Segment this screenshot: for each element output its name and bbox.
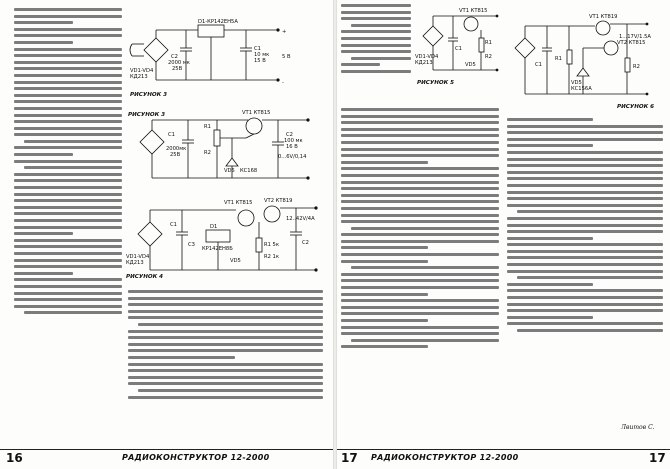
text-line	[341, 319, 428, 322]
text-line	[341, 207, 499, 210]
text-line	[341, 161, 428, 164]
text-line	[14, 219, 122, 222]
text-line	[14, 278, 122, 281]
text-line	[517, 276, 663, 279]
text-line	[24, 166, 122, 169]
page-number-outer: 17	[649, 451, 666, 465]
fig5-label: КД213	[415, 60, 433, 66]
text-line	[517, 329, 663, 332]
fig-label: КС168	[240, 168, 258, 174]
fig5-label: R2	[485, 54, 492, 60]
text-line	[128, 369, 323, 372]
text-line	[341, 148, 499, 151]
text-line	[341, 279, 499, 282]
text-line	[507, 309, 663, 312]
text-line	[14, 245, 122, 248]
text-line	[341, 154, 499, 157]
text-line	[128, 297, 323, 300]
text-line	[507, 322, 663, 325]
text-line	[14, 8, 122, 11]
text-line	[14, 173, 122, 176]
text-line	[341, 30, 411, 33]
fig-label: 100 мк	[284, 138, 303, 144]
text-line	[507, 283, 593, 286]
text-line	[507, 237, 593, 240]
text-line	[507, 250, 663, 253]
text-line	[341, 293, 428, 296]
text-line	[507, 177, 663, 180]
fig5-caption: РИСУНОК 5	[417, 80, 455, 86]
fig4-label: КД213	[126, 260, 144, 266]
text-line	[341, 174, 499, 177]
text-line	[341, 332, 499, 335]
fig6-label: C1	[535, 62, 542, 68]
fig3-label: 2000 мк	[168, 60, 190, 66]
fig6-label: R2	[633, 64, 640, 70]
text-line	[341, 200, 499, 203]
text-line	[341, 220, 499, 223]
text-line	[507, 270, 663, 273]
fig3-label: +	[282, 29, 287, 35]
magazine-title: РАДИОКОНСТРУКТОР 12-2000	[122, 453, 270, 462]
text-line	[507, 191, 663, 194]
text-line	[341, 273, 499, 276]
fig3-label: -	[282, 80, 284, 86]
text-line	[128, 356, 235, 359]
text-line	[14, 41, 73, 44]
text-line	[14, 133, 122, 136]
fig-label: R1	[204, 124, 211, 130]
text-line	[14, 120, 122, 123]
text-line	[14, 48, 122, 51]
text-line	[507, 217, 663, 220]
text-line	[507, 197, 663, 200]
text-line	[341, 253, 499, 256]
text-line	[128, 316, 323, 319]
text-line	[341, 246, 428, 249]
text-line	[128, 376, 323, 379]
figure-regulator-schematic	[128, 110, 318, 190]
text-line	[507, 303, 663, 306]
fig6-label: 1...17V/1.5А	[619, 34, 651, 40]
text-line	[507, 204, 663, 207]
text-line	[14, 199, 122, 202]
text-line	[507, 184, 663, 187]
fig5-label: VD1-VD4	[415, 54, 439, 60]
text-line	[128, 330, 323, 333]
text-line	[14, 206, 122, 209]
fig-label: 25В	[170, 152, 181, 158]
text-line	[341, 50, 411, 53]
text-line	[341, 260, 428, 263]
text-line	[128, 343, 323, 346]
fig5-label: VD5	[465, 62, 476, 68]
text-line	[341, 312, 499, 315]
fig3-label: 5 В	[282, 54, 291, 60]
figure-4-schematic	[126, 200, 326, 280]
text-line	[14, 94, 122, 97]
text-line	[14, 160, 122, 163]
text-line	[507, 144, 593, 147]
fig4-label: VT1 КТ815	[224, 200, 253, 206]
text-line	[341, 128, 499, 131]
text-line	[128, 382, 323, 385]
text-line	[14, 153, 73, 156]
text-line	[14, 232, 73, 235]
fig-label: C2	[286, 132, 293, 138]
text-line	[351, 227, 499, 230]
text-line	[341, 134, 499, 137]
text-line	[14, 28, 122, 31]
text-line	[14, 87, 122, 90]
text-line	[507, 125, 663, 128]
left-page-column-2	[128, 290, 323, 443]
text-line	[507, 230, 663, 233]
text-line	[341, 121, 499, 124]
text-line	[341, 11, 411, 14]
fig3-caption: РИСУНОК 3	[130, 92, 168, 98]
fig4-label: 12..42V/4А	[286, 216, 315, 222]
text-line	[14, 285, 122, 288]
fig-label: 0...6V/0,14	[278, 154, 307, 160]
text-line	[24, 311, 122, 314]
text-line	[138, 323, 323, 326]
fig6-label: КС156А	[571, 86, 592, 92]
text-line	[341, 233, 499, 236]
text-line	[341, 63, 380, 66]
fig4-caption: РИСУНОК 4	[126, 274, 164, 280]
fig-label: 2000мк	[166, 146, 187, 152]
text-line	[14, 305, 122, 308]
text-line	[14, 21, 73, 24]
text-line	[14, 272, 73, 275]
left-page-column-1	[14, 8, 122, 443]
text-line	[14, 107, 122, 110]
text-line	[507, 158, 663, 161]
fig4-label: R2 1к	[264, 254, 279, 260]
fig3-label: C2	[171, 54, 178, 60]
fig5-label: VT1 КТ815	[459, 8, 488, 14]
page-number: 17	[341, 451, 358, 465]
text-line	[341, 44, 411, 47]
text-line	[14, 179, 122, 182]
fig3-label: D1-КР142ЕН5А	[198, 19, 238, 25]
right-page-column-1-top	[341, 4, 411, 104]
text-line	[14, 193, 122, 196]
text-line	[128, 396, 323, 399]
magazine-title: РАДИОКОНСТРУКТОР 12-2000	[371, 453, 519, 462]
text-line	[341, 240, 499, 243]
text-line	[14, 186, 122, 189]
text-line	[507, 171, 663, 174]
text-line	[128, 363, 323, 366]
text-line	[128, 310, 323, 313]
text-line	[14, 265, 122, 268]
text-line	[507, 131, 663, 134]
text-line	[351, 57, 411, 60]
text-line	[341, 187, 499, 190]
text-line	[507, 138, 663, 141]
figure-6-schematic	[507, 14, 662, 112]
text-line	[14, 100, 122, 103]
fig6-label: VT1 КТ819	[589, 14, 618, 20]
text-line	[341, 4, 411, 7]
text-line	[14, 146, 122, 149]
text-line	[507, 296, 663, 299]
right-page-column-2	[507, 118, 663, 416]
fig6-caption: РИСУНОК 6	[617, 104, 655, 110]
fig-caption: РИСУНОК 3	[128, 112, 166, 118]
text-line	[517, 210, 663, 213]
text-line	[341, 37, 411, 40]
right-page-footer	[337, 449, 670, 466]
text-line	[341, 141, 499, 144]
text-line	[128, 290, 323, 293]
fig5-label: R1	[485, 40, 492, 46]
text-line	[341, 214, 499, 217]
fig5-label: C1	[455, 46, 462, 52]
text-line	[341, 326, 499, 329]
text-line	[14, 61, 122, 64]
figure-5-schematic	[415, 8, 503, 88]
text-line	[14, 239, 122, 242]
fig4-label: C2	[302, 240, 309, 246]
text-line	[14, 212, 122, 215]
page-number: 16	[6, 451, 23, 465]
text-line	[507, 118, 593, 121]
fig6-label: R1	[555, 56, 562, 62]
text-line	[507, 151, 663, 154]
text-line	[507, 316, 593, 319]
right-page-column-1	[341, 108, 499, 443]
fig6-label: VD5	[571, 80, 582, 86]
text-line	[14, 54, 122, 57]
text-line	[14, 114, 122, 117]
text-line	[14, 67, 122, 70]
text-line	[14, 226, 122, 229]
fig-label: R2	[204, 150, 211, 156]
left-page	[0, 0, 333, 469]
text-line	[341, 345, 428, 348]
fig-label: VT1 КТ815	[242, 110, 271, 116]
text-line	[24, 140, 122, 143]
text-line	[341, 115, 499, 118]
fig4-label: VD1-VD4	[126, 254, 150, 260]
text-line	[341, 108, 499, 111]
text-line	[507, 263, 663, 266]
fig-label: VD5	[224, 168, 235, 174]
fig3-label: КД213	[130, 74, 148, 80]
fig4-label: VD5	[230, 258, 241, 264]
fig3-label: 10 мк	[254, 52, 270, 58]
text-line	[351, 24, 411, 27]
fig4-label: D1	[210, 224, 218, 230]
text-line	[128, 336, 323, 339]
right-page	[337, 0, 670, 469]
fig3-label: 15 В	[254, 58, 266, 64]
text-line	[14, 292, 122, 295]
fig4-label: VT2 КТ819	[264, 198, 293, 204]
text-line	[341, 17, 411, 20]
text-line	[507, 289, 663, 292]
fig4-label: R1 5к	[264, 242, 279, 248]
text-line	[341, 70, 411, 73]
left-page-footer	[0, 449, 333, 466]
fig6-label: VT2 КТ815	[617, 40, 646, 46]
text-line	[351, 266, 499, 269]
text-line	[507, 256, 663, 259]
fig-label: C1	[168, 132, 175, 138]
text-line	[341, 167, 499, 170]
text-line	[14, 298, 122, 301]
text-line	[138, 389, 323, 392]
fig-label: 16 В	[286, 144, 298, 150]
text-line	[14, 259, 122, 262]
text-line	[14, 74, 122, 77]
text-line	[341, 286, 499, 289]
author-signature: Лвитов С.	[621, 424, 655, 431]
fig4-label: КР142ЕН8Б	[202, 246, 233, 252]
text-line	[14, 127, 122, 130]
fig4-label: C1	[170, 222, 177, 228]
text-line	[507, 243, 663, 246]
text-line	[341, 306, 499, 309]
text-line	[128, 349, 323, 352]
text-line	[351, 339, 499, 342]
text-line	[507, 224, 663, 227]
text-line	[14, 34, 122, 37]
text-line	[341, 181, 499, 184]
text-line	[341, 299, 499, 302]
text-line	[14, 252, 122, 255]
text-line	[14, 15, 122, 18]
text-line	[507, 164, 663, 167]
text-line	[341, 194, 499, 197]
fig3-label: VD1-VD4	[130, 68, 154, 74]
text-line	[14, 81, 122, 84]
text-line	[128, 303, 323, 306]
figure-3-schematic	[128, 19, 293, 100]
fig3-label: C1	[254, 46, 261, 52]
fig3-label: 25В	[172, 66, 183, 72]
fig4-label: C3	[188, 242, 195, 248]
